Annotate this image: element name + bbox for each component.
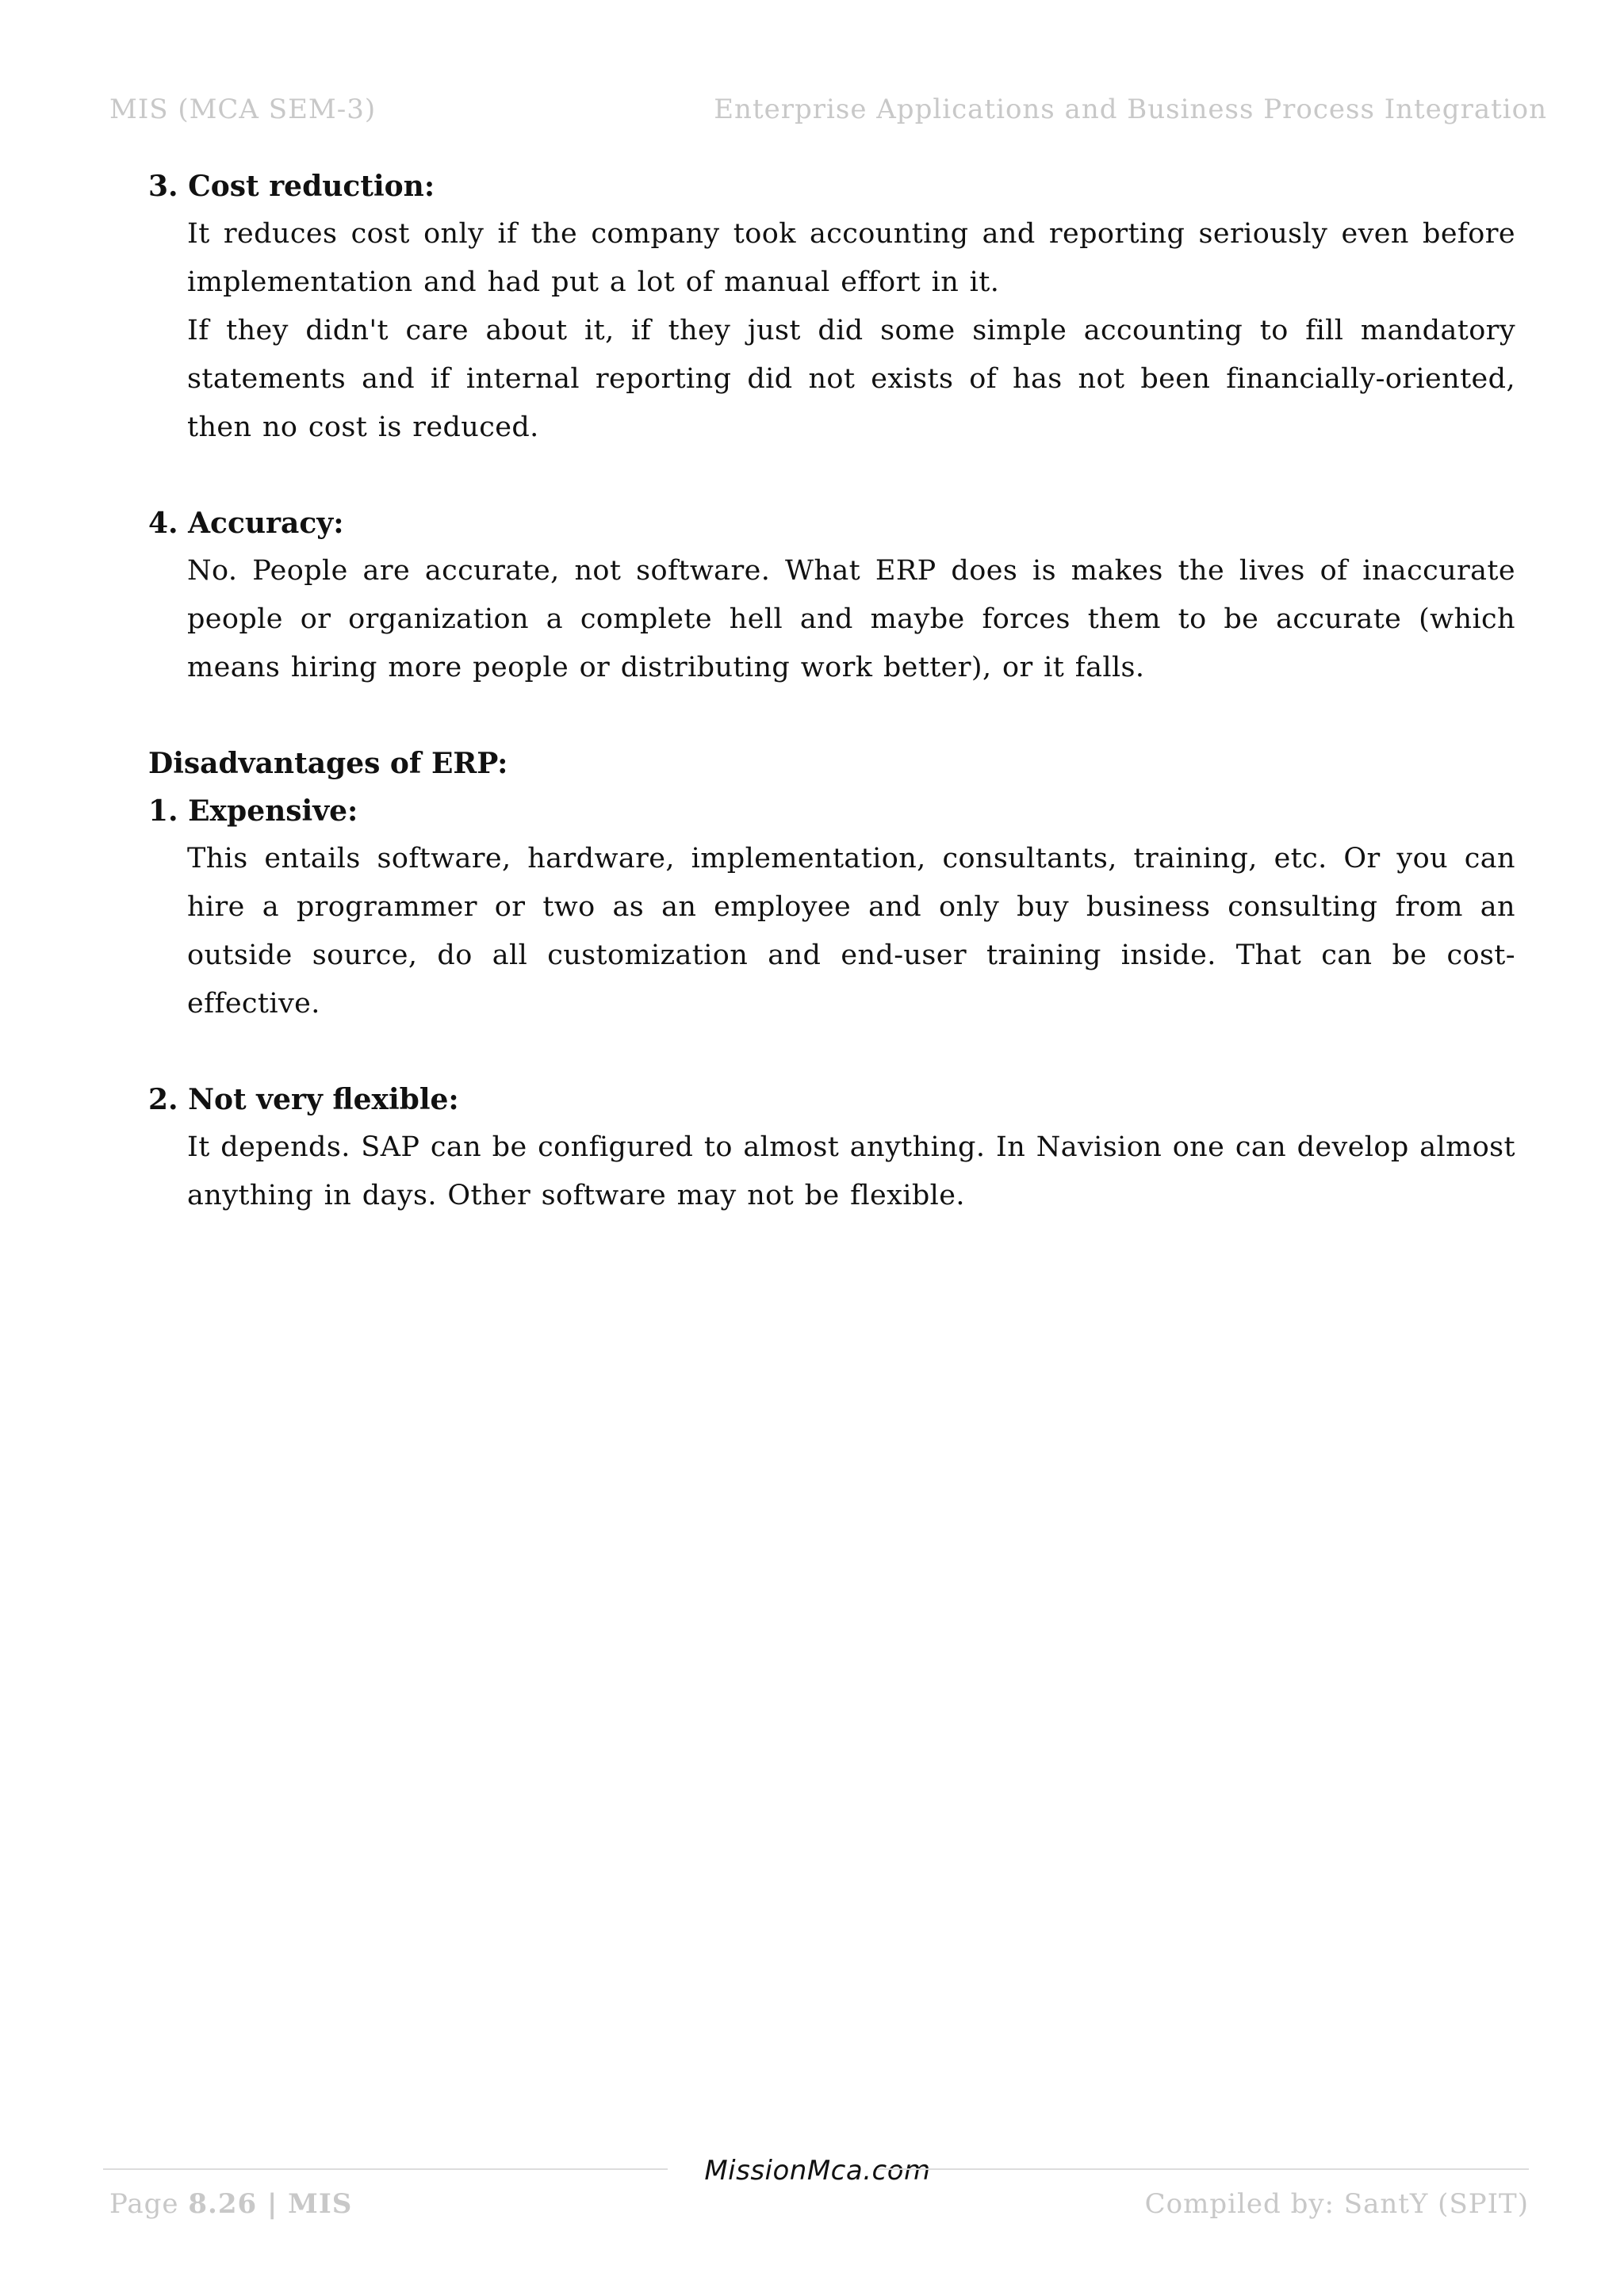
header-course: MIS (MCA SEM-3) (109, 94, 377, 125)
paragraph: This entails software, hardware, implementation, consultants, training, etc. Or you can hire a programmer or two as an employee and only buy business consulting from an outside source, do all customization and end-user training inside. That can be cost-effective. (187, 843, 1515, 1020)
section-heading: 1. Expensive: (148, 794, 358, 828)
missionmca-logo: MissionMca.com (704, 2155, 931, 2187)
spacer (148, 452, 1515, 499)
page-subject: | MIS (257, 2188, 353, 2220)
section-cost-reduction (148, 163, 1515, 452)
section-disadvantages (148, 740, 1515, 787)
section-heading: 3. Cost reduction: (148, 170, 435, 203)
spacer (148, 1028, 1515, 1076)
paragraph: If they didn't care about it, if they just did some simple accounting to fill mandatory statements and if internal reporting did not exists of has not been financially-oriented, then no cost is reduced. (187, 315, 1515, 443)
page-number-label (109, 2188, 352, 2220)
section-heading: 2. Not very flexible: (148, 1083, 459, 1116)
section-expensive (148, 787, 1515, 1028)
page-number: 8.26 (188, 2188, 258, 2220)
document-body (148, 163, 1515, 1220)
section-heading: 4. Accuracy: (148, 507, 344, 540)
page-footer (103, 2155, 1529, 2226)
header-chapter-title: Enterprise Applications and Business Process Integration (714, 94, 1547, 125)
page-prefix: Page (109, 2188, 189, 2220)
footer-divider-left (103, 2168, 668, 2170)
section-not-flexible (148, 1076, 1515, 1220)
section-accuracy (148, 499, 1515, 692)
page-header (109, 94, 1547, 132)
compiled-by: Compiled by: SantY (SPIT) (1144, 2188, 1529, 2220)
spacer (148, 692, 1515, 740)
footer-divider-right (877, 2168, 1529, 2170)
section-heading: Disadvantages of ERP: (148, 747, 508, 780)
paragraph: It reduces cost only if the company took accounting and reporting seriously even before implementation and had put a lot of manual effort in it. (187, 218, 1515, 298)
paragraph: It depends. SAP can be configured to almost anything. In Navision one can develop almost anything in days. Other software may not be flexible. (187, 1131, 1515, 1211)
paragraph: No. People are accurate, not software. What ERP does is makes the lives of inaccurate people or organization a complete hell and maybe forces them to be accurate (which means hiring more people or distributing work better), or it falls. (187, 555, 1515, 683)
